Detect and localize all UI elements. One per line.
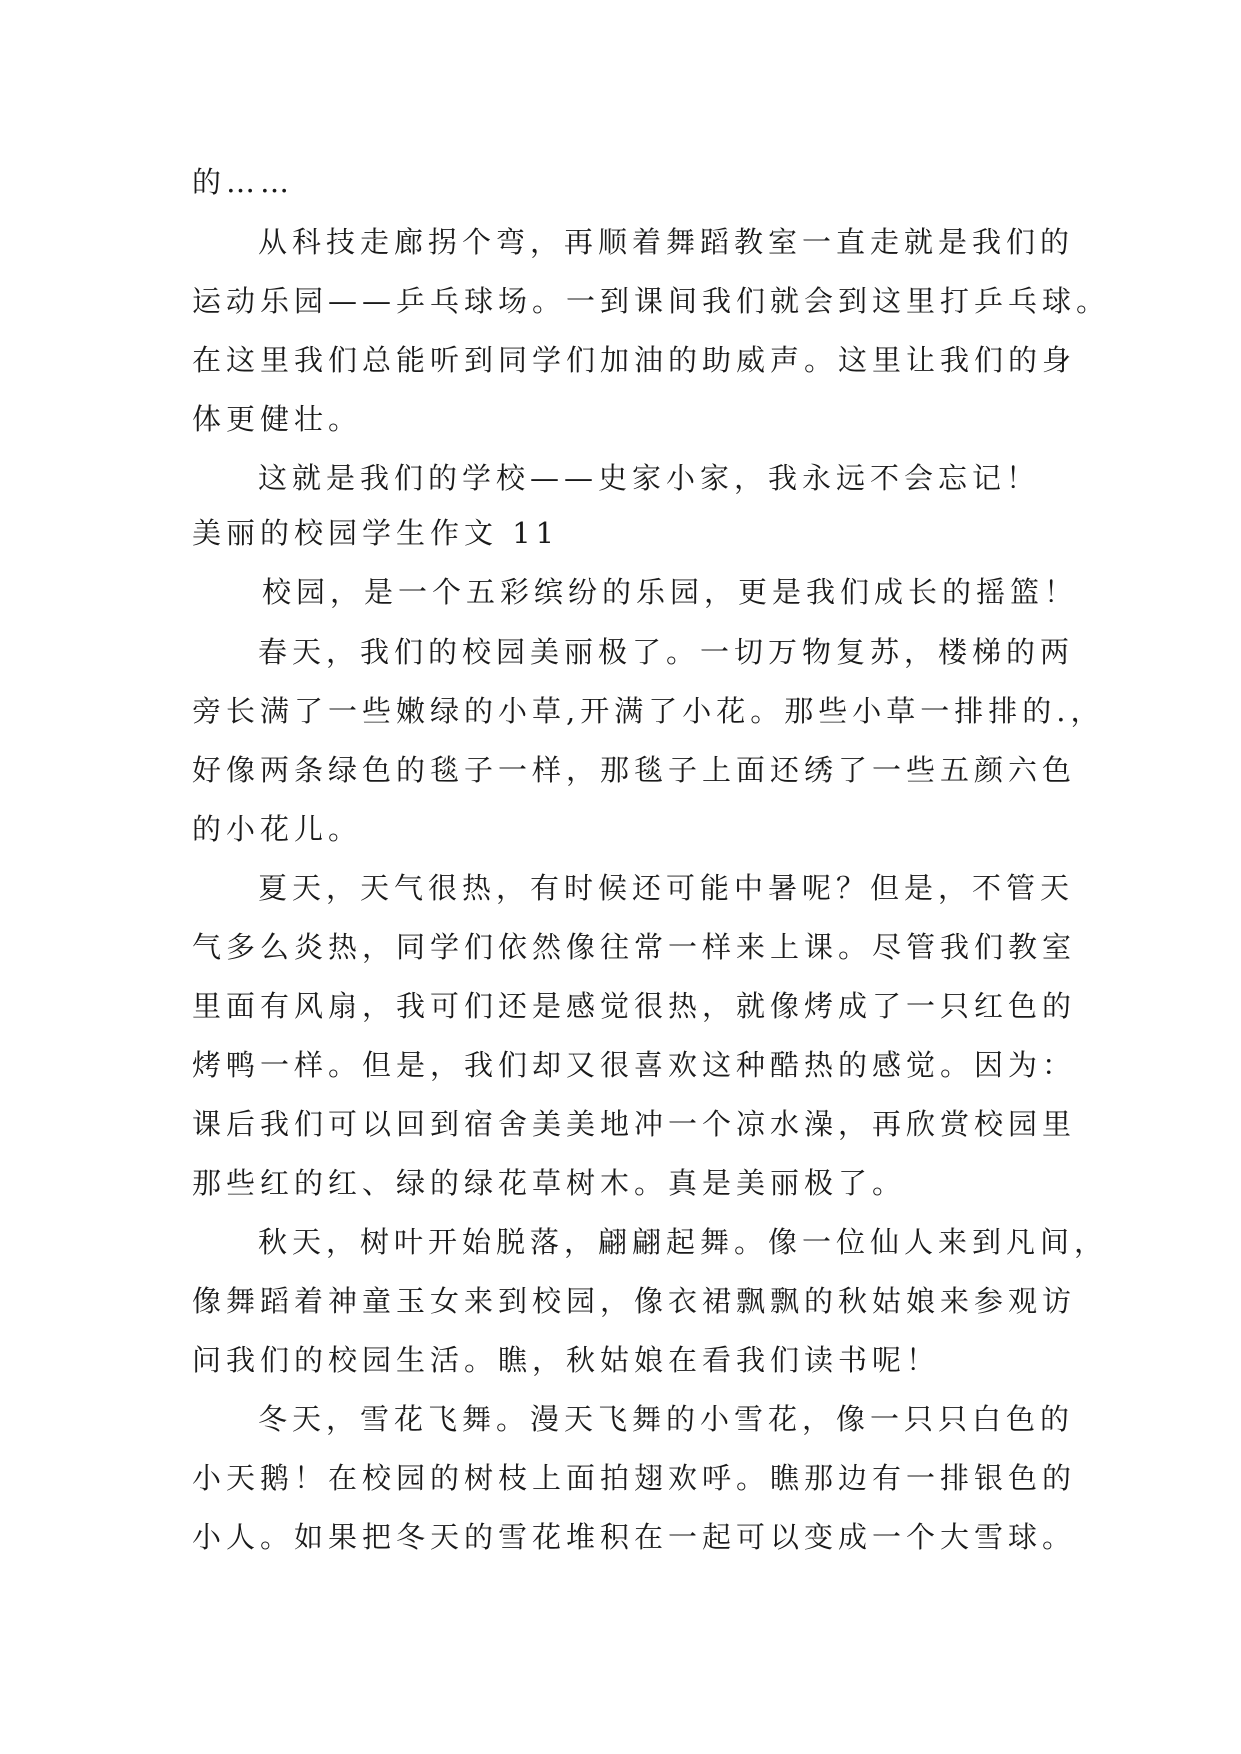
text-line: 体更健壮。 (192, 402, 363, 436)
text-line: 好像两条绿色的毯子一样，那毯子上面还绣了一些五颜六色 (192, 753, 1077, 787)
text-line: 在这里我们总能听到同学们加油的助威声。这里让我们的身 (192, 343, 1077, 377)
text-line: 旁长满了一些嫩绿的小草,开满了小花。那些小草一排排的.， (192, 694, 1105, 728)
text-line: 运动乐园——乒乓球场。一到课间我们就会到这里打乒乓球。 (192, 284, 1111, 318)
paragraph-line: 校园，是一个五彩缤纷的乐园，更是我们成长的摇篮！ (262, 575, 1079, 609)
text-line: 那些红的红、绿的绿花草树木。真是美丽极了。 (192, 1166, 907, 1200)
paragraph-line: 从科技走廊拐个弯，再顺着舞蹈教室一直走就是我们的 (258, 225, 1075, 259)
text-line: 课后我们可以回到宿舍美美地冲一个凉水澡，再欣赏校园里 (192, 1107, 1077, 1141)
text-line: 小天鹅！在校园的树枝上面拍翅欢呼。瞧那边有一排银色的 (192, 1461, 1077, 1495)
text-line: 的…… (192, 165, 295, 199)
paragraph-line: 这就是我们的学校——史家小家，我永远不会忘记！ (258, 461, 1041, 495)
text-line: 的小花儿。 (192, 812, 363, 846)
paragraph-line: 秋天，树叶开始脱落，翩翩起舞。像一位仙人来到凡间， (258, 1225, 1109, 1259)
text-line: 像舞蹈着神童玉女来到校园，像衣裙飘飘的秋姑娘来参观访 (192, 1284, 1077, 1318)
text-line: 问我们的校园生活。瞧，秋姑娘在看我们读书呢！ (192, 1343, 941, 1377)
paragraph-line: 春天，我们的校园美丽极了。一切万物复苏，楼梯的两 (258, 635, 1075, 669)
text-line: 里面有风扇，我可们还是感觉很热，就像烤成了一只红色的 (192, 989, 1077, 1023)
paragraph-line: 冬天，雪花飞舞。漫天飞舞的小雪花，像一只只白色的 (258, 1402, 1075, 1436)
text-line: 气多么炎热，同学们依然像往常一样来上课。尽管我们教室 (192, 930, 1077, 964)
paragraph-line: 夏天，天气很热，有时候还可能中暑呢？但是，不管天 (258, 871, 1075, 905)
section-title: 美丽的校园学生作文 11 (192, 516, 560, 550)
text-line: 烤鸭一样。但是，我们却又很喜欢这种酷热的感觉。因为： (192, 1048, 1077, 1082)
text-line: 小人。如果把冬天的雪花堆积在一起可以变成一个大雪球。 (192, 1520, 1077, 1554)
